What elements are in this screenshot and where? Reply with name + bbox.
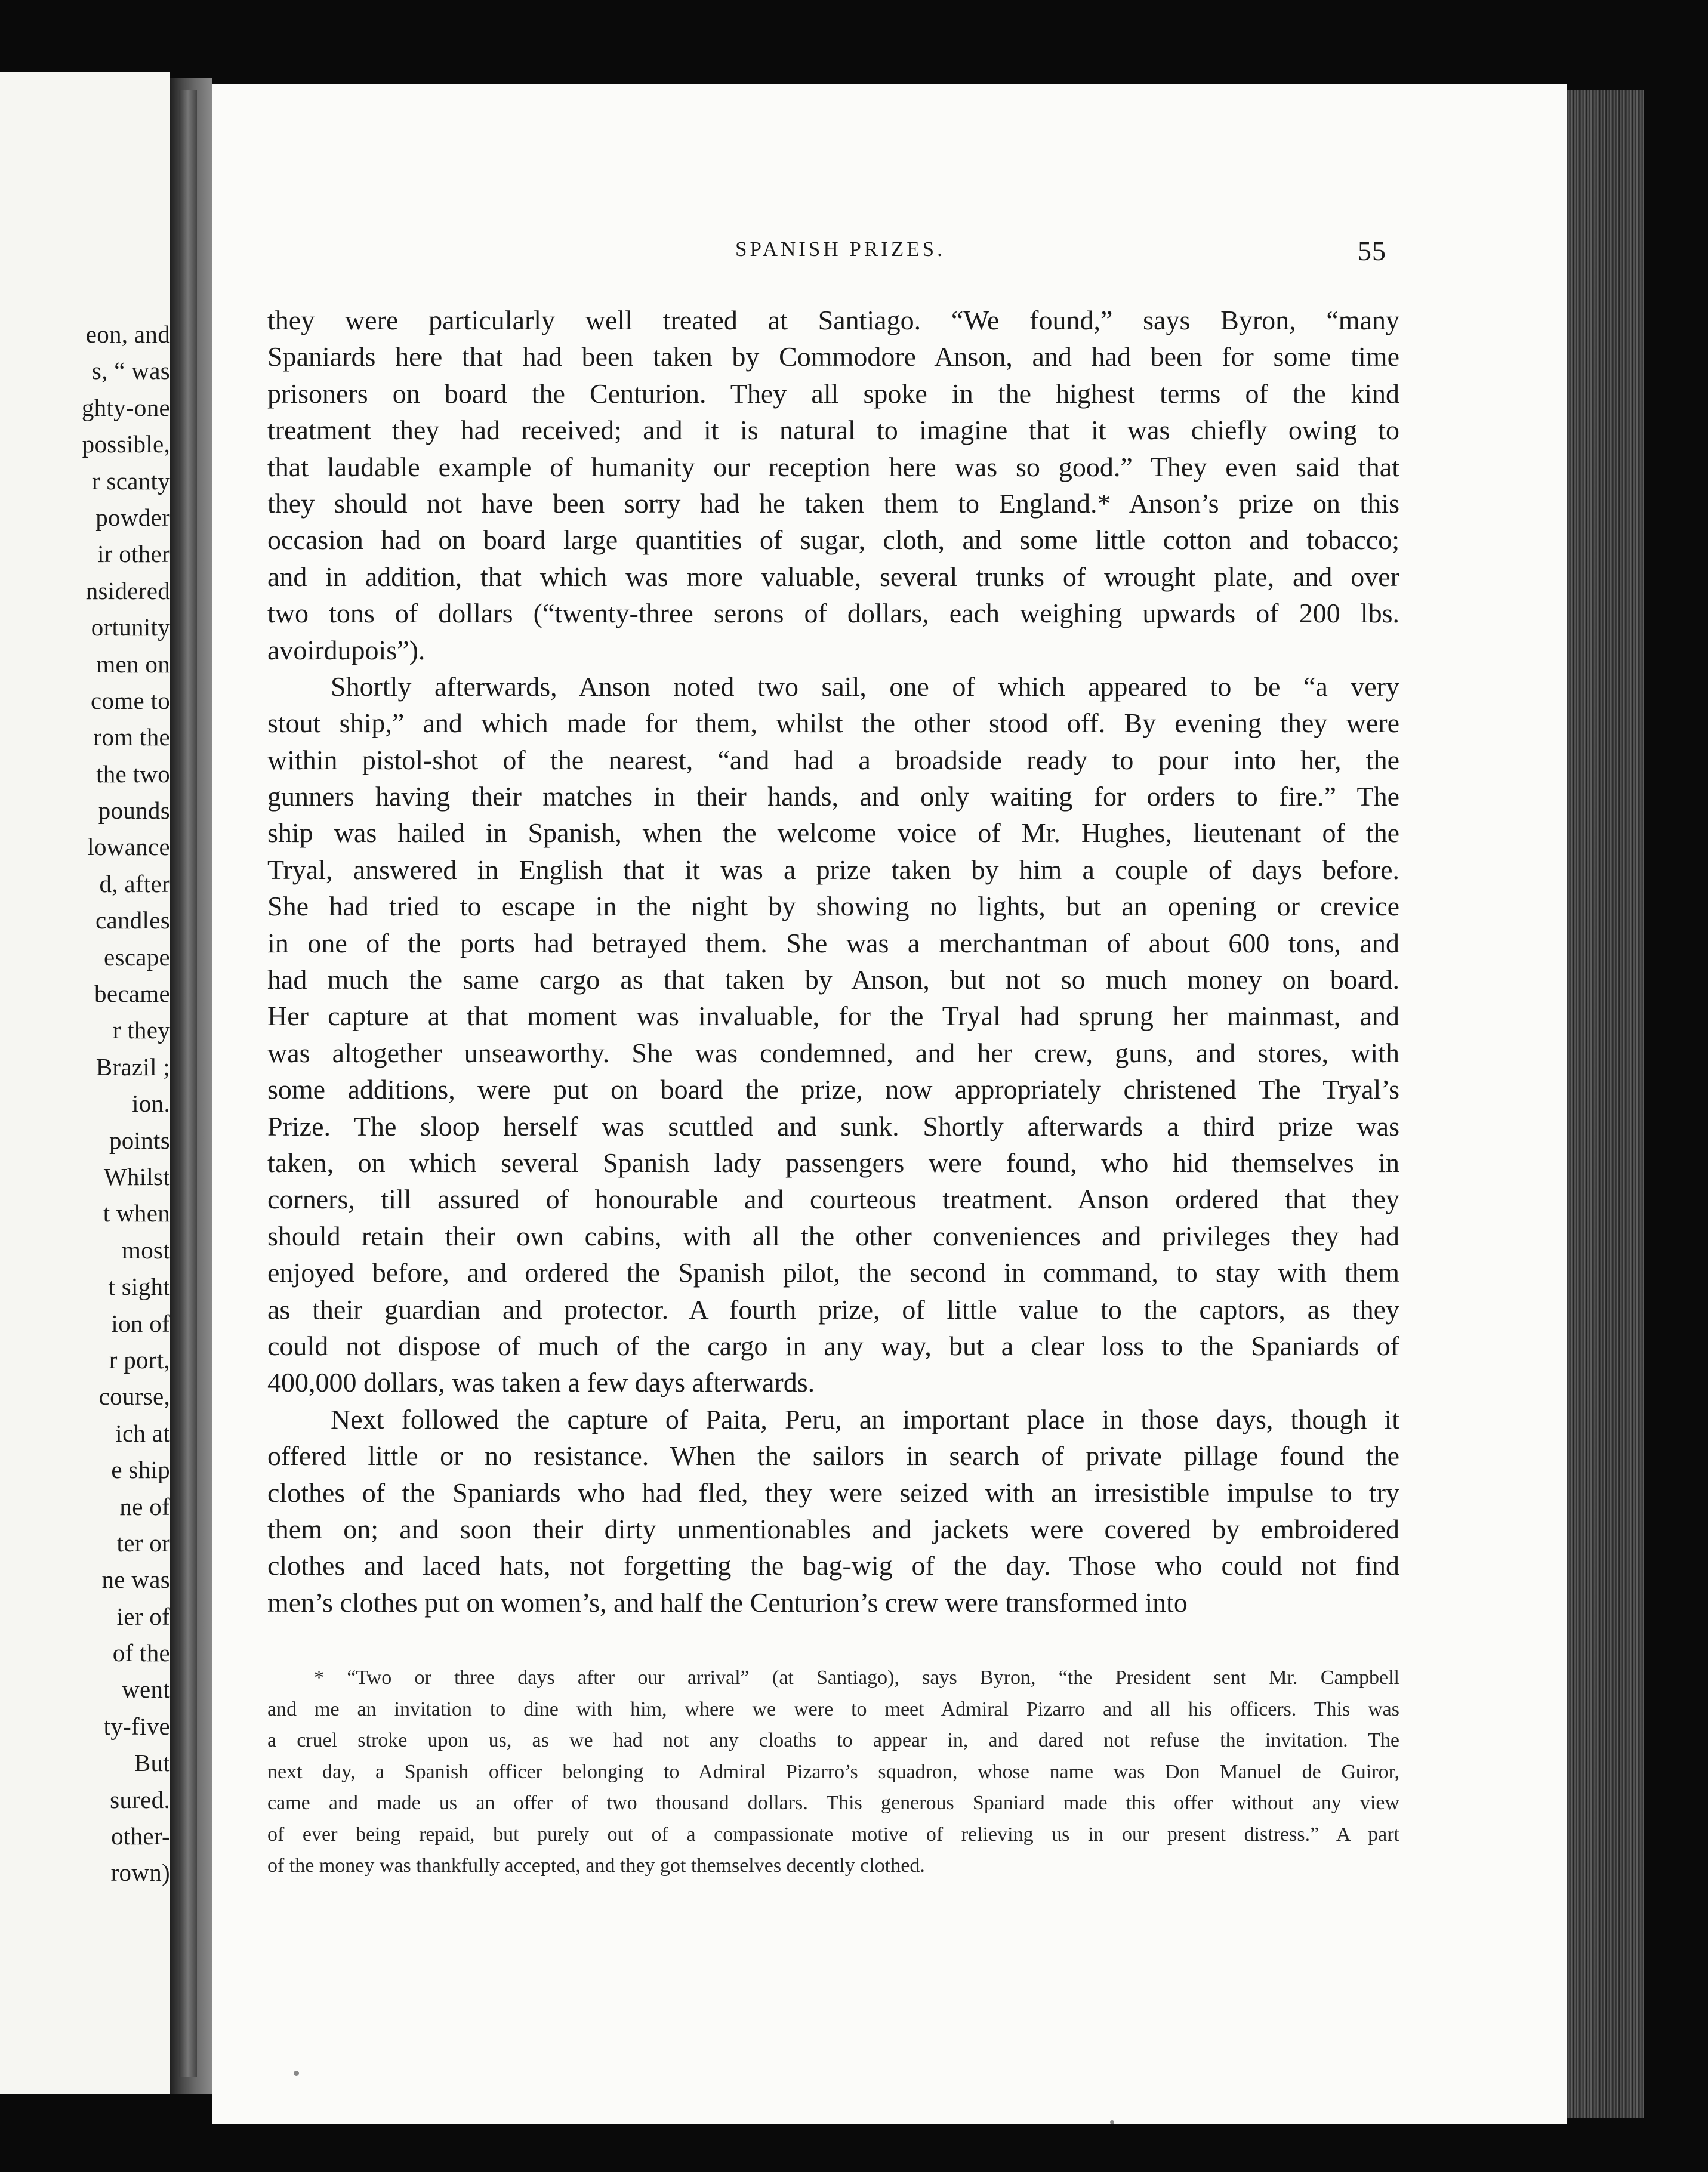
facing-page-line: of the [112, 1639, 170, 1667]
text-line: that laudable example of humanity our reception here was so good.” They even said that [267, 451, 1399, 482]
paper-speck [1110, 2120, 1114, 2124]
facing-page-line: powder [95, 503, 170, 531]
background-edge [1644, 84, 1708, 2124]
facing-page-line: r port, [109, 1346, 170, 1374]
page-edges [1567, 90, 1644, 2118]
facing-page-line: eon, and [85, 320, 170, 348]
text-line: prisoners on board the Centurion. They all spoke in the highest terms of the kind [267, 378, 1399, 409]
facing-page-line: Whilst [103, 1162, 170, 1190]
facing-page-line: other- [111, 1822, 170, 1850]
text-line: stout ship,” and which made for them, whilst the other stood off. By evening they were [267, 708, 1399, 739]
facing-page-line: course, [98, 1383, 170, 1411]
text-line: some additions, were put on board the prize, now appropriately christened The Tryal’s [267, 1074, 1399, 1105]
facing-page-line: t sight [108, 1273, 170, 1301]
text-line: was altogether unseaworthy. She was condemned, and her crew, guns, and stores, with [267, 1037, 1399, 1068]
facing-page-line: ion of [111, 1309, 170, 1337]
text-line: two tons of dollars (“twenty-three serons of dollars, each weighing upwards of 200 lbs. [267, 598, 1399, 629]
text-line: avoirdupois”). [267, 634, 426, 665]
facing-page-line: ortunity [91, 613, 170, 641]
facing-page-line: But [134, 1749, 170, 1777]
facing-page-text [0, 316, 170, 1892]
text-line: they were particularly well treated at Santiago. “We found,” says Byron, “many [267, 305, 1399, 335]
running-head: SPANISH PRIZES. [735, 237, 945, 261]
text-line: should retain their own cabins, with all the other conveniences and privileges they had [267, 1220, 1399, 1251]
facing-page-line: ier of [116, 1602, 170, 1630]
text-line: Shortly afterwards, Anson noted two sail, one of which appeared to be “a very [331, 671, 1399, 702]
facing-page-line: come to [90, 686, 170, 714]
facing-page-line: candles [95, 906, 170, 934]
paper-speck [294, 2071, 299, 2076]
text-line: in one of the ports had betrayed them. She was a merchantman of about 600 tons, and [267, 927, 1399, 958]
text-line: clothes of the Spaniards who had fled, they were seized with an irresistible impulse to try [267, 1477, 1399, 1508]
text-line: gunners having their matches in their hands, and only waiting for orders to fire.” The [267, 781, 1399, 812]
text-line: Prize. The sloop herself was scuttled and sunk. Shortly afterwards a third prize was [267, 1110, 1399, 1141]
facing-page-line: men on [96, 650, 170, 678]
footnote-line: came and made us an offer of two thousand dollars. This generous Spaniard made this offer without any view [267, 1792, 1399, 1814]
text-line: could not dispose of much of the cargo in any way, but a clear loss to the Spaniards of [267, 1330, 1399, 1361]
facing-page-line: ir other [97, 540, 170, 568]
text-line: ship was hailed in Spanish, when the welcome voice of Mr. Hughes, lieutenant of the [267, 817, 1399, 849]
facing-page-line: d, after [99, 869, 170, 897]
facing-page-line: r they [112, 1016, 170, 1044]
text-line: Her capture at that moment was invaluable, for the Tryal had sprung her mainmast, and [267, 1001, 1399, 1032]
text-line: She had tried to escape in the night by showing no lights, but an opening or crevice [267, 891, 1399, 922]
facing-page-line: rom the [93, 723, 170, 751]
text-line: 400,000 dollars, was taken a few days afterwards. [267, 1367, 815, 1398]
text-line: treatment they had received; and it is natural to imagine that it was chiefly owing to [267, 415, 1399, 446]
facing-page-line: lowance [87, 833, 170, 861]
text-line: and in addition, that which was more valuable, several trunks of wrought plate, and over [267, 561, 1399, 592]
text-line: Tryal, answered in English that it was a prize taken by him a couple of days before. [267, 854, 1399, 885]
facing-page-line: ter or [116, 1529, 170, 1557]
facing-page-line: became [94, 980, 170, 1008]
footnote-line: a cruel stroke upon us, as we had not any cloaths to appear in, and dared not refuse the invitation. The [267, 1729, 1399, 1751]
text-line: within pistol-shot of the nearest, “and had a broadside ready to pour into her, the [267, 744, 1399, 775]
facing-page-line: escape [103, 943, 170, 971]
text-line: occasion had on board large quantities of sugar, cloth, and some little cotton and tobacco; [267, 525, 1399, 556]
footnote-line: of ever being repaid, but purely out of a compassionate motive of relieving us in our present distress.” A part [267, 1823, 1399, 1846]
footnote-line: of the money was thankfully accepted, and they got themselves decently clothed. [267, 1855, 925, 1877]
facing-page-line: ty-five [103, 1712, 170, 1740]
footnote [267, 1662, 1399, 1882]
text-line: Next followed the capture of Paita, Peru, an important place in those days, though it [331, 1403, 1399, 1434]
facing-page-line: nsidered [85, 576, 170, 604]
facing-page-line: points [109, 1126, 170, 1154]
facing-page-line: rown) [110, 1859, 170, 1887]
facing-page [0, 72, 170, 2094]
facing-page-line: s, “ was [91, 357, 170, 385]
facing-page-line: ghty-one [81, 393, 170, 421]
page-number: 55 [1358, 236, 1386, 266]
body-text [267, 302, 1399, 1621]
facing-page-line: r scanty [91, 467, 170, 495]
facing-page-line: ion. [132, 1090, 170, 1118]
facing-page-line: possible, [82, 430, 170, 458]
text-line: as their guardian and protector. A fourth prize, of little value to the captors, as they [267, 1294, 1399, 1325]
facing-page-line: pounds [98, 797, 170, 825]
text-line: they should not have been sorry had he taken them to England.* Anson’s prize on this [267, 488, 1399, 519]
footnote-line: * “Two or three days after our arrival” (at Santiago), says Byron, “the President sent Mr. Campbell [314, 1667, 1399, 1689]
text-line: men’s clothes put on women’s, and half the Centurion’s crew were transformed into [267, 1587, 1188, 1618]
facing-page-line: Brazil ; [95, 1053, 170, 1081]
facing-page-line: ne was [101, 1566, 170, 1594]
facing-page-line: ne of [119, 1492, 170, 1520]
footnote-line: and me an invitation to dine with him, where we were to meet Admiral Pizarro and all his officers. This was [267, 1698, 1399, 1720]
text-line: Spaniards here that had been taken by Commodore Anson, and had been for some time [267, 341, 1399, 372]
facing-page-line: t when [103, 1199, 170, 1227]
text-line: taken, on which several Spanish lady passengers were found, who hid themselves in [267, 1147, 1399, 1178]
text-line: enjoyed before, and ordered the Spanish pilot, the second in command, to stay with them [267, 1257, 1399, 1288]
facing-page-line: ich at [115, 1419, 170, 1447]
facing-page-line: most [122, 1236, 170, 1264]
text-line: clothes and laced hats, not forgetting the bag-wig of the day. Those who could not find [267, 1550, 1399, 1581]
text-line: offered little or no resistance. When the sailors in search of private pillage found the [267, 1440, 1399, 1471]
book-gutter-fold [179, 90, 197, 2077]
facing-page-line: the two [96, 760, 170, 788]
text-line: them on; and soon their dirty unmentionables and jackets were covered by embroidered [267, 1513, 1399, 1544]
text-line: corners, till assured of honourable and courteous treatment. Anson ordered that they [267, 1184, 1399, 1215]
text-line: had much the same cargo as that taken by Anson, but not so much money on board. [267, 964, 1399, 995]
facing-page-line: e ship [111, 1456, 170, 1484]
facing-page-line: sured. [110, 1785, 170, 1813]
footnote-line: next day, a Spanish officer belonging to Admiral Pizarro’s squadron, whose name was Don Manuel de Guiror, [267, 1760, 1399, 1783]
facing-page-line: went [122, 1676, 170, 1704]
